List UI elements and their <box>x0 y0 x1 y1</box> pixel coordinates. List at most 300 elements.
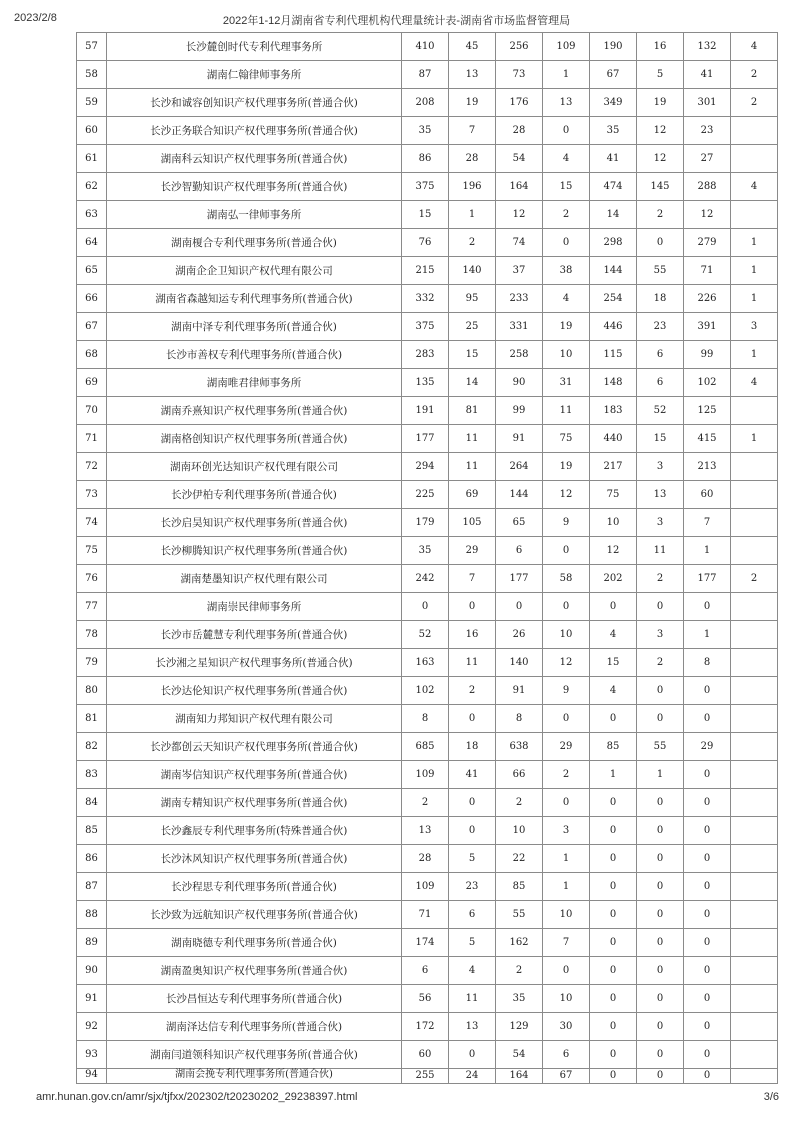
value-cell <box>731 621 778 649</box>
value-cell: 109 <box>402 873 449 901</box>
value-cell: 0 <box>590 845 637 873</box>
value-cell <box>731 117 778 145</box>
value-cell: 10 <box>543 621 590 649</box>
value-cell: 4 <box>590 677 637 705</box>
value-cell: 1 <box>543 61 590 89</box>
print-date: 2023/2/8 <box>14 12 57 24</box>
agency-name: 湖南岑信知识产权代理事务所(普通合伙) <box>107 761 402 789</box>
value-cell: 41 <box>590 145 637 173</box>
value-cell: 14 <box>449 369 496 397</box>
value-cell: 91 <box>496 677 543 705</box>
row-index: 89 <box>77 929 107 957</box>
value-cell: 102 <box>684 369 731 397</box>
row-index: 64 <box>77 229 107 257</box>
value-cell: 0 <box>449 1041 496 1069</box>
value-cell: 66 <box>496 761 543 789</box>
value-cell: 0 <box>684 677 731 705</box>
row-index: 86 <box>77 845 107 873</box>
value-cell: 22 <box>496 845 543 873</box>
value-cell <box>731 705 778 733</box>
value-cell: 1 <box>731 425 778 453</box>
value-cell: 19 <box>543 313 590 341</box>
agency-name: 长沙沐风知识产权代理事务所(普通合伙) <box>107 845 402 873</box>
value-cell: 13 <box>449 1013 496 1041</box>
value-cell: 7 <box>449 117 496 145</box>
table-row <box>77 61 778 89</box>
value-cell: 54 <box>496 145 543 173</box>
table-row <box>77 593 778 621</box>
agency-name: 湖南崇民律师事务所 <box>107 593 402 621</box>
value-cell: 11 <box>637 537 684 565</box>
value-cell: 298 <box>590 229 637 257</box>
value-cell: 0 <box>637 593 684 621</box>
table-row <box>77 1013 778 1041</box>
agency-name: 湖南中泽专利代理事务所(普通合伙) <box>107 313 402 341</box>
table-row <box>77 929 778 957</box>
value-cell: 2 <box>449 677 496 705</box>
value-cell: 2 <box>543 201 590 229</box>
value-cell: 0 <box>590 1069 637 1084</box>
value-cell: 332 <box>402 285 449 313</box>
value-cell: 135 <box>402 369 449 397</box>
value-cell: 0 <box>543 593 590 621</box>
value-cell: 0 <box>637 957 684 985</box>
value-cell: 7 <box>449 565 496 593</box>
table-row <box>77 229 778 257</box>
value-cell: 0 <box>684 901 731 929</box>
value-cell: 125 <box>684 397 731 425</box>
row-index: 68 <box>77 341 107 369</box>
value-cell <box>731 817 778 845</box>
page-url[interactable]: amr.hunan.gov.cn/amr/sjx/tjfxx/202302/t20230202_29238397.html <box>36 1091 358 1103</box>
table-row <box>77 341 778 369</box>
table-row <box>77 705 778 733</box>
value-cell: 15 <box>637 425 684 453</box>
value-cell: 0 <box>543 537 590 565</box>
agency-name: 长沙都创云天知识产权代理事务所(普通合伙) <box>107 733 402 761</box>
table-row <box>77 313 778 341</box>
value-cell: 256 <box>496 33 543 61</box>
row-index: 91 <box>77 985 107 1013</box>
value-cell: 2 <box>496 789 543 817</box>
row-index: 69 <box>77 369 107 397</box>
value-cell: 213 <box>684 453 731 481</box>
table-row <box>77 649 778 677</box>
value-cell: 415 <box>684 425 731 453</box>
agency-stats-table <box>76 32 778 1084</box>
value-cell: 2 <box>731 565 778 593</box>
value-cell: 73 <box>496 61 543 89</box>
value-cell: 8 <box>684 649 731 677</box>
row-index: 78 <box>77 621 107 649</box>
row-index: 60 <box>77 117 107 145</box>
value-cell: 144 <box>496 481 543 509</box>
value-cell: 0 <box>637 929 684 957</box>
table-row <box>77 957 778 985</box>
value-cell: 6 <box>543 1041 590 1069</box>
value-cell: 71 <box>684 257 731 285</box>
value-cell: 145 <box>637 173 684 201</box>
value-cell <box>731 929 778 957</box>
value-cell: 75 <box>590 481 637 509</box>
value-cell <box>731 145 778 173</box>
value-cell: 179 <box>402 509 449 537</box>
value-cell: 0 <box>684 985 731 1013</box>
value-cell: 16 <box>637 33 684 61</box>
value-cell <box>731 509 778 537</box>
row-index: 93 <box>77 1041 107 1069</box>
row-index: 66 <box>77 285 107 313</box>
value-cell <box>731 845 778 873</box>
row-index: 75 <box>77 537 107 565</box>
value-cell: 90 <box>496 369 543 397</box>
table-row <box>77 1041 778 1069</box>
value-cell: 294 <box>402 453 449 481</box>
value-cell: 0 <box>637 1041 684 1069</box>
value-cell: 217 <box>590 453 637 481</box>
value-cell: 10 <box>543 985 590 1013</box>
value-cell: 685 <box>402 733 449 761</box>
value-cell: 11 <box>449 453 496 481</box>
value-cell <box>731 1069 778 1084</box>
value-cell <box>731 649 778 677</box>
agency-name: 湖南格创知识产权代理事务所(普通合伙) <box>107 425 402 453</box>
value-cell: 30 <box>543 1013 590 1041</box>
value-cell: 23 <box>637 313 684 341</box>
value-cell: 0 <box>496 593 543 621</box>
value-cell: 52 <box>637 397 684 425</box>
value-cell: 638 <box>496 733 543 761</box>
value-cell: 174 <box>402 929 449 957</box>
value-cell: 10 <box>543 341 590 369</box>
value-cell: 208 <box>402 89 449 117</box>
value-cell: 15 <box>402 201 449 229</box>
value-cell: 1 <box>731 341 778 369</box>
row-index: 76 <box>77 565 107 593</box>
value-cell: 0 <box>684 957 731 985</box>
value-cell: 23 <box>449 873 496 901</box>
value-cell: 9 <box>543 509 590 537</box>
value-cell: 102 <box>402 677 449 705</box>
agency-name: 长沙市岳麓慧专利代理事务所(普通合伙) <box>107 621 402 649</box>
table-row <box>77 481 778 509</box>
value-cell: 86 <box>402 145 449 173</box>
value-cell: 6 <box>637 369 684 397</box>
table-body <box>77 33 778 1084</box>
value-cell: 8 <box>496 705 543 733</box>
value-cell: 0 <box>543 117 590 145</box>
value-cell: 105 <box>449 509 496 537</box>
value-cell: 81 <box>449 397 496 425</box>
value-cell: 7 <box>543 929 590 957</box>
agency-name: 湖南会挽专利代理事务所(普通合伙) <box>107 1069 402 1084</box>
value-cell: 0 <box>590 901 637 929</box>
table-row <box>77 173 778 201</box>
value-cell: 0 <box>449 593 496 621</box>
value-cell: 76 <box>402 229 449 257</box>
value-cell: 410 <box>402 33 449 61</box>
table-row <box>77 285 778 313</box>
value-cell: 1 <box>684 621 731 649</box>
row-index: 58 <box>77 61 107 89</box>
value-cell: 55 <box>496 901 543 929</box>
value-cell: 58 <box>543 565 590 593</box>
value-cell: 1 <box>590 761 637 789</box>
value-cell: 202 <box>590 565 637 593</box>
value-cell: 23 <box>684 117 731 145</box>
value-cell: 254 <box>590 285 637 313</box>
value-cell: 35 <box>496 985 543 1013</box>
value-cell: 1 <box>731 257 778 285</box>
value-cell: 12 <box>543 481 590 509</box>
agency-name: 湖南企企卫知识产权代理有限公司 <box>107 257 402 285</box>
value-cell: 0 <box>590 817 637 845</box>
value-cell: 163 <box>402 649 449 677</box>
value-cell: 69 <box>449 481 496 509</box>
row-index: 63 <box>77 201 107 229</box>
value-cell: 0 <box>590 929 637 957</box>
value-cell: 0 <box>449 789 496 817</box>
value-cell: 0 <box>543 705 590 733</box>
value-cell: 0 <box>684 1041 731 1069</box>
value-cell: 0 <box>637 705 684 733</box>
table-row <box>77 117 778 145</box>
value-cell: 3 <box>637 621 684 649</box>
row-index: 81 <box>77 705 107 733</box>
table-row <box>77 537 778 565</box>
value-cell: 0 <box>543 229 590 257</box>
value-cell: 41 <box>684 61 731 89</box>
value-cell: 0 <box>637 789 684 817</box>
value-cell: 12 <box>590 537 637 565</box>
value-cell: 1 <box>543 873 590 901</box>
agency-name: 长沙达伦知识产权代理事务所(普通合伙) <box>107 677 402 705</box>
value-cell: 26 <box>496 621 543 649</box>
value-cell: 4 <box>731 33 778 61</box>
value-cell: 6 <box>496 537 543 565</box>
value-cell: 3 <box>637 509 684 537</box>
agency-name: 湖南楚墨知识产权代理有限公司 <box>107 565 402 593</box>
row-index: 90 <box>77 957 107 985</box>
value-cell <box>731 677 778 705</box>
value-cell: 0 <box>637 845 684 873</box>
value-cell: 71 <box>402 901 449 929</box>
value-cell: 2 <box>731 89 778 117</box>
value-cell: 0 <box>637 817 684 845</box>
value-cell: 0 <box>684 845 731 873</box>
row-index: 85 <box>77 817 107 845</box>
table-row <box>77 621 778 649</box>
value-cell: 28 <box>402 845 449 873</box>
value-cell: 233 <box>496 285 543 313</box>
row-index: 57 <box>77 33 107 61</box>
value-cell: 9 <box>543 677 590 705</box>
value-cell: 11 <box>449 425 496 453</box>
table-row <box>77 89 778 117</box>
value-cell: 0 <box>590 705 637 733</box>
value-cell: 0 <box>684 1069 731 1084</box>
row-index: 88 <box>77 901 107 929</box>
value-cell: 55 <box>637 733 684 761</box>
value-cell: 11 <box>449 649 496 677</box>
agency-name: 长沙鑫辰专利代理事务所(特殊普通合伙) <box>107 817 402 845</box>
value-cell <box>731 985 778 1013</box>
value-cell <box>731 873 778 901</box>
row-index: 65 <box>77 257 107 285</box>
agency-name: 湖南科云知识产权代理事务所(普通合伙) <box>107 145 402 173</box>
table-row <box>77 201 778 229</box>
value-cell <box>731 201 778 229</box>
row-index: 83 <box>77 761 107 789</box>
value-cell: 242 <box>402 565 449 593</box>
value-cell: 24 <box>449 1069 496 1084</box>
value-cell: 0 <box>637 677 684 705</box>
value-cell: 8 <box>402 705 449 733</box>
row-index: 73 <box>77 481 107 509</box>
value-cell <box>731 537 778 565</box>
row-index: 82 <box>77 733 107 761</box>
value-cell: 140 <box>496 649 543 677</box>
value-cell: 1 <box>684 537 731 565</box>
value-cell: 60 <box>684 481 731 509</box>
row-index: 94 <box>77 1069 107 1084</box>
value-cell: 6 <box>449 901 496 929</box>
value-cell: 1 <box>449 201 496 229</box>
table-row <box>77 733 778 761</box>
value-cell: 0 <box>449 817 496 845</box>
row-index: 79 <box>77 649 107 677</box>
agency-stats-table-wrap <box>76 32 756 1082</box>
value-cell: 31 <box>543 369 590 397</box>
value-cell: 440 <box>590 425 637 453</box>
value-cell: 2 <box>637 649 684 677</box>
value-cell: 0 <box>590 957 637 985</box>
table-row <box>77 425 778 453</box>
value-cell: 0 <box>637 1069 684 1084</box>
value-cell: 67 <box>590 61 637 89</box>
value-cell: 4 <box>731 369 778 397</box>
value-cell: 75 <box>543 425 590 453</box>
value-cell: 38 <box>543 257 590 285</box>
value-cell: 172 <box>402 1013 449 1041</box>
row-index: 72 <box>77 453 107 481</box>
value-cell: 15 <box>590 649 637 677</box>
table-row <box>77 677 778 705</box>
value-cell: 85 <box>590 733 637 761</box>
agency-name: 湖南乔熹知识产权代理事务所(普通合伙) <box>107 397 402 425</box>
value-cell: 140 <box>449 257 496 285</box>
value-cell: 279 <box>684 229 731 257</box>
agency-name: 长沙柳腾知识产权代理事务所(普通合伙) <box>107 537 402 565</box>
value-cell: 10 <box>543 901 590 929</box>
table-row <box>77 761 778 789</box>
value-cell: 13 <box>637 481 684 509</box>
value-cell: 0 <box>684 593 731 621</box>
value-cell: 15 <box>449 341 496 369</box>
value-cell: 12 <box>637 145 684 173</box>
value-cell: 2 <box>402 789 449 817</box>
value-cell <box>731 901 778 929</box>
value-cell: 196 <box>449 173 496 201</box>
value-cell: 177 <box>684 565 731 593</box>
value-cell: 0 <box>637 1013 684 1041</box>
value-cell: 10 <box>590 509 637 537</box>
value-cell: 0 <box>637 901 684 929</box>
value-cell: 0 <box>637 985 684 1013</box>
value-cell: 191 <box>402 397 449 425</box>
value-cell: 12 <box>684 201 731 229</box>
value-cell: 6 <box>402 957 449 985</box>
value-cell: 6 <box>637 341 684 369</box>
value-cell <box>731 789 778 817</box>
table-row <box>77 845 778 873</box>
value-cell: 129 <box>496 1013 543 1041</box>
value-cell: 12 <box>543 649 590 677</box>
table-row <box>77 789 778 817</box>
agency-name: 长沙程思专利代理事务所(普通合伙) <box>107 873 402 901</box>
value-cell: 391 <box>684 313 731 341</box>
value-cell: 0 <box>402 593 449 621</box>
value-cell: 0 <box>590 873 637 901</box>
value-cell: 15 <box>543 173 590 201</box>
value-cell: 177 <box>402 425 449 453</box>
value-cell: 28 <box>496 117 543 145</box>
agency-name: 湖南泽达信专利代理事务所(普通合伙) <box>107 1013 402 1041</box>
value-cell: 67 <box>543 1069 590 1084</box>
value-cell: 2 <box>449 229 496 257</box>
value-cell: 375 <box>402 313 449 341</box>
value-cell: 0 <box>684 873 731 901</box>
table-row <box>77 257 778 285</box>
value-cell: 11 <box>449 985 496 1013</box>
value-cell: 1 <box>637 761 684 789</box>
value-cell: 11 <box>543 397 590 425</box>
table-row <box>77 509 778 537</box>
value-cell: 255 <box>402 1069 449 1084</box>
value-cell: 0 <box>637 873 684 901</box>
value-cell: 2 <box>731 61 778 89</box>
value-cell: 1 <box>543 845 590 873</box>
value-cell <box>731 453 778 481</box>
value-cell: 12 <box>496 201 543 229</box>
agency-name: 长沙启昊知识产权代理事务所(普通合伙) <box>107 509 402 537</box>
table-row <box>77 397 778 425</box>
value-cell: 99 <box>496 397 543 425</box>
row-index: 84 <box>77 789 107 817</box>
value-cell: 5 <box>449 845 496 873</box>
value-cell: 19 <box>543 453 590 481</box>
value-cell: 52 <box>402 621 449 649</box>
table-row <box>77 369 778 397</box>
value-cell: 3 <box>731 313 778 341</box>
value-cell <box>731 1013 778 1041</box>
value-cell: 13 <box>449 61 496 89</box>
value-cell: 446 <box>590 313 637 341</box>
value-cell <box>731 761 778 789</box>
row-index: 67 <box>77 313 107 341</box>
value-cell: 115 <box>590 341 637 369</box>
agency-name: 长沙致为远航知识产权代理事务所(普通合伙) <box>107 901 402 929</box>
value-cell: 5 <box>449 929 496 957</box>
value-cell: 87 <box>402 61 449 89</box>
value-cell <box>731 1041 778 1069</box>
agency-name: 湖南仁翰律师事务所 <box>107 61 402 89</box>
agency-name: 长沙智勤知识产权代理事务所(普通合伙) <box>107 173 402 201</box>
value-cell: 0 <box>684 929 731 957</box>
agency-name: 湖南盈奥知识产权代理事务所(普通合伙) <box>107 957 402 985</box>
value-cell: 18 <box>637 285 684 313</box>
table-row <box>77 565 778 593</box>
